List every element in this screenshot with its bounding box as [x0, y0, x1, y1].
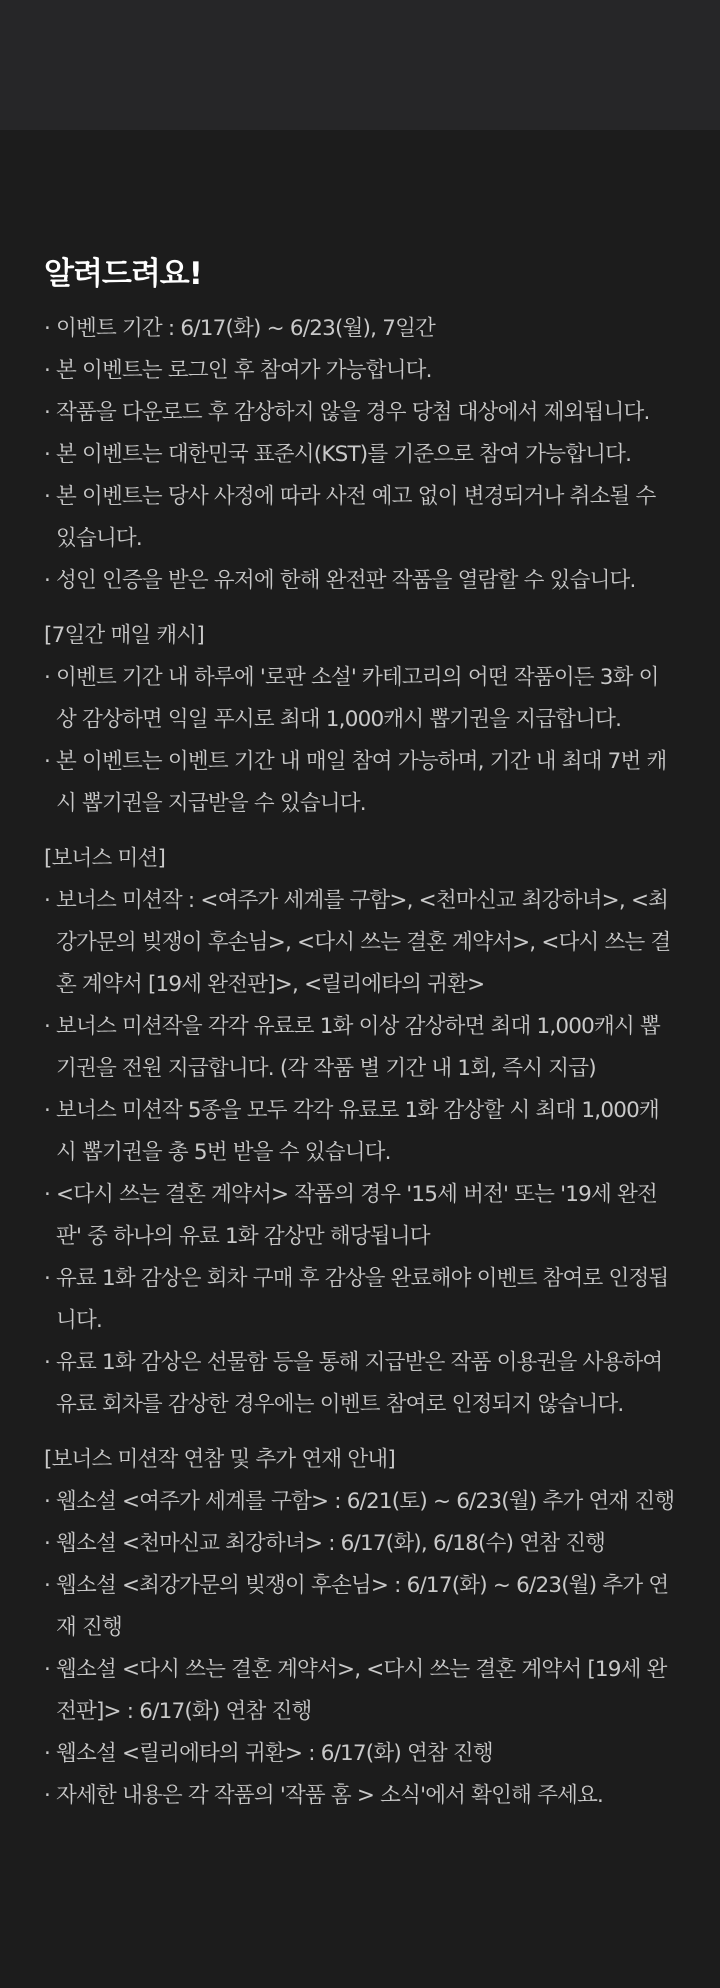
bonus-mission-section: [44, 838, 676, 1426]
list-item: · 유료 1화 감상은 회차 구매 후 감상을 완료해야 이벤트 참여로 인정됩니다.: [44, 1258, 676, 1342]
serial-notice-section: [44, 1439, 676, 1817]
list-item: · 보너스 미션작을 각각 유료로 1화 이상 감상하면 최대 1,000캐시 뽑기권을 전원 지급합니다. (각 작품 별 기간 내 1회, 즉시 지급): [44, 1006, 676, 1090]
list-item: · 웹소설 <최강가문의 빚쟁이 후손님> : 6/17(화) ~ 6/23(월) 추가 연재 진행: [44, 1565, 676, 1649]
list-item: · 자세한 내용은 각 작품의 '작품 홈 > 소식'에서 확인해 주세요.: [44, 1775, 676, 1817]
list-item: · 이벤트 기간 : 6/17(화) ~ 6/23(월), 7일간: [44, 308, 676, 350]
section-header: [보너스 미션]: [44, 846, 166, 871]
notice-general-section: [44, 308, 676, 602]
list-item: · 작품을 다운로드 후 감상하지 않을 경우 당첨 대상에서 제외됩니다.: [44, 392, 676, 434]
list-item: · 이벤트 기간 내 하루에 '로판 소설' 카테고리의 어떤 작품이든 3화 이상 감상하면 익일 푸시로 최대 1,000캐시 뽑기권을 지급합니다.: [44, 657, 676, 741]
list-item: · 성인 인증을 받은 유저에 한해 완전판 작품을 열람할 수 있습니다.: [44, 560, 676, 602]
serial-notice-list: [44, 1481, 676, 1817]
section-header: [7일간 매일 캐시]: [44, 623, 204, 648]
list-item: · 웹소설 <여주가 세계를 구함> : 6/21(토) ~ 6/23(월) 추가 연재 진행: [44, 1481, 676, 1523]
list-item: · 웹소설 <다시 쓰는 결혼 계약서>, <다시 쓰는 결혼 계약서 [19세 완전판]> : 6/17(화) 연참 진행: [44, 1649, 676, 1733]
section-header: [보너스 미션작 연참 및 추가 연재 안내]: [44, 1447, 395, 1472]
list-item: · 웹소설 <릴리에타의 귀환> : 6/17(화) 연참 진행: [44, 1733, 676, 1775]
top-header-area: [0, 0, 720, 130]
list-item: · 본 이벤트는 당사 사정에 따라 사전 예고 없이 변경되거나 취소될 수 있습니다.: [44, 476, 676, 560]
list-item: · 보너스 미션작 5종을 모두 각각 유료로 1화 감상할 시 최대 1,000캐시 뽑기권을 총 5번 받을 수 있습니다.: [44, 1090, 676, 1174]
list-item: · 보너스 미션작 : <여주가 세계를 구함>, <천마신교 최강하녀>, <최강가문의 빚쟁이 후손님>, <다시 쓰는 결혼 계약서>, <다시 쓰는 결혼 계약서 [19세 완전판]>, <릴리에타의 귀환>: [44, 880, 676, 1006]
list-item: · 본 이벤트는 로그인 후 참여가 가능합니다.: [44, 350, 676, 392]
notice-content: [0, 130, 720, 1817]
list-item: · 본 이벤트는 대한민국 표준시(KST)를 기준으로 참여 가능합니다.: [44, 434, 676, 476]
notice-general-list: [44, 308, 676, 602]
bonus-mission-list: [44, 880, 676, 1426]
list-item: · 유료 1화 감상은 선물함 등을 통해 지급받은 작품 이용권을 사용하여 유료 회차를 감상한 경우에는 이벤트 참여로 인정되지 않습니다.: [44, 1342, 676, 1426]
list-item: · 웹소설 <천마신교 최강하녀> : 6/17(화), 6/18(수) 연참 진행: [44, 1523, 676, 1565]
list-item: · 본 이벤트는 이벤트 기간 내 매일 참여 가능하며, 기간 내 최대 7번 캐시 뽑기권을 지급받을 수 있습니다.: [44, 741, 676, 825]
daily-cash-list: [44, 657, 676, 825]
list-item: · <다시 쓰는 결혼 계약서> 작품의 경우 '15세 버전' 또는 '19세 완전판' 중 하나의 유료 1화 감상만 해당됩니다: [44, 1174, 676, 1258]
daily-cash-section: [44, 615, 676, 825]
page-title: 알려드려요!: [44, 256, 202, 292]
